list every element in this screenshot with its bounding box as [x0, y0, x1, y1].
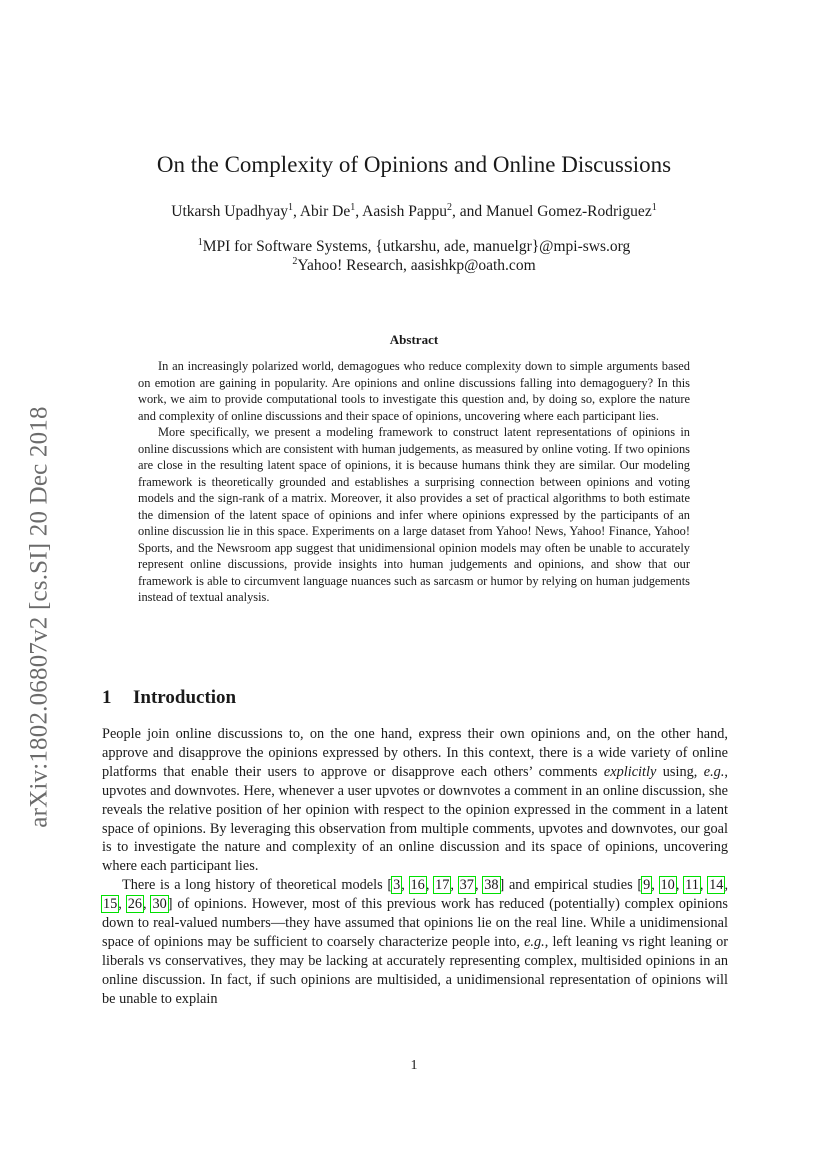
author-list: Utkarsh Upadhyay$^1$, Abir De$^1$, Aasish Pappu$^2$, and Manuel Gomez-Rodriguez$^1$ [171, 202, 657, 220]
citation-link[interactable]: 9 [643, 877, 651, 894]
abstract [138, 358, 690, 606]
arxiv-identifier: arXiv:1802.06807v2 [cs.SI] 20 Dec 2018 [26, 406, 54, 828]
author-affil-marker: 1 [287, 202, 293, 213]
body-paragraph: People join online discussions to, on the one hand, express their own opinions and, on the other hand, approve and disapprove the opinions expressed by others. In this context, there is a wide variety of online platforms that enable their users to approve or disapprove each others’ comments explicitly using, e.g., upvotes and downvotes. Here, whenever a user upvotes or downvotes a comment in an online discussion, she reveals the relative position of her opinion with respect to the opinion expressed in the comment in a latent space of opinions. By leveraging this observation from multiple comments, upvotes and downvotes, our goal is to investigate the nature and complexity of an online discussion and its space of opinions, uncovering where each participant lies. [102, 726, 728, 875]
affiliation-marker: 2 [292, 256, 298, 267]
abstract-paragraph: More specifically, we present a modeling framework to construct latent representations of opinions in online discussions which are consistent with human judgements, as measured by online voting. If two opinions are close in the resulting latent space of opinions, it is because humans think they are similar. Our modeling framework is theoretically grounded and establishes a surprising connection between opinions and voting models and the sign-rank of a matrix. Moreover, it also provides a set of practical algorithms to both estimate the dimension of the latent space of opinions and infer where opinions expressed by the participants of an online discussion lie in this space. Experiments on a large dataset from Yahoo! News, Yahoo! Finance, Yahoo! Sports, and the Newsroom app suggest that unidimensional opinion models may often be unable to accurately represent online discussions, provide insights into human judgements and opinions, and show that our framework is able to circumvent language nuances such as sarcasm or humor by relying on human judgements instead of textual analysis. [138, 425, 690, 604]
paper-title: On the Complexity of Opinions and Online Discussions [156, 152, 672, 177]
citation-link[interactable]: 30 [152, 896, 167, 913]
affiliation: $^1$MPI for Software Systems, {utkarshu, ade, manuelgr}@mpi-sws.org [197, 237, 631, 255]
citation-link[interactable]: 11 [685, 877, 699, 894]
section-title: Introduction [133, 687, 237, 708]
section-heading [102, 687, 236, 709]
section-body [102, 725, 728, 1009]
abstract-heading: Abstract [389, 332, 439, 347]
citation-link[interactable]: 17 [435, 877, 450, 894]
citation-link[interactable]: 37 [459, 877, 474, 894]
citation-link[interactable]: 15 [103, 896, 118, 913]
author-name: Manuel Gomez-Rodriguez [485, 203, 652, 220]
author-name: Utkarsh Upadhyay [171, 203, 288, 220]
citation-link[interactable]: 16 [410, 877, 425, 894]
citation-link[interactable]: 38 [484, 877, 499, 894]
affiliation-marker: 1 [197, 237, 203, 248]
abstract-paragraph: In an increasingly polarized world, demagogues who reduce complexity down to simple arguments based on emotion are gaining in popularity. Are opinions and online discussions falling into demagoguery? In this work, we aim to provide computational tools to investigate this question and, by doing so, explore the nature and complexity of online discussions and their space of opinions, uncovering where each participant lies. [138, 359, 690, 423]
page-number: 1 [410, 1058, 418, 1073]
author-affil-marker: 1 [651, 202, 657, 213]
citation-link[interactable]: 14 [709, 877, 724, 894]
author-affil-marker: 1 [350, 202, 356, 213]
section-number: 1 [102, 687, 112, 708]
citation-link[interactable]: 3 [393, 877, 401, 894]
author-affil-marker: 2 [446, 202, 452, 213]
author-name: Abir De [299, 203, 351, 220]
arxiv-identifier-stamp [22, 382, 58, 852]
citation-link[interactable]: 10 [660, 877, 675, 894]
citation-link[interactable]: 26 [127, 896, 143, 913]
author-name: Aasish Pappu [362, 203, 447, 220]
affiliation: $^2$Yahoo! Research, aasishkp@oath.com [292, 256, 536, 274]
body-paragraph: There is a long history of theoretical models [3, 16, 17, 37, 38] and empirical studies [9, 10, 11, 14, 15, 26, 30] of opinions. However, most of this previous work has reduced (potentially) complex opinions down to real-valued numbers—they have assumed that opinions lie on the real line. While a unidimensional space of opinions may be sufficient to coarsely characterize people into, e.g., left leaning vs right leaning or liberals vs conservatives, they may be lacking at accurately representing complex, multisided opinions in an online discussion. In fact, if such opinions are multisided, a unidimensional representation of opinions will be unable to explain [102, 877, 729, 1007]
